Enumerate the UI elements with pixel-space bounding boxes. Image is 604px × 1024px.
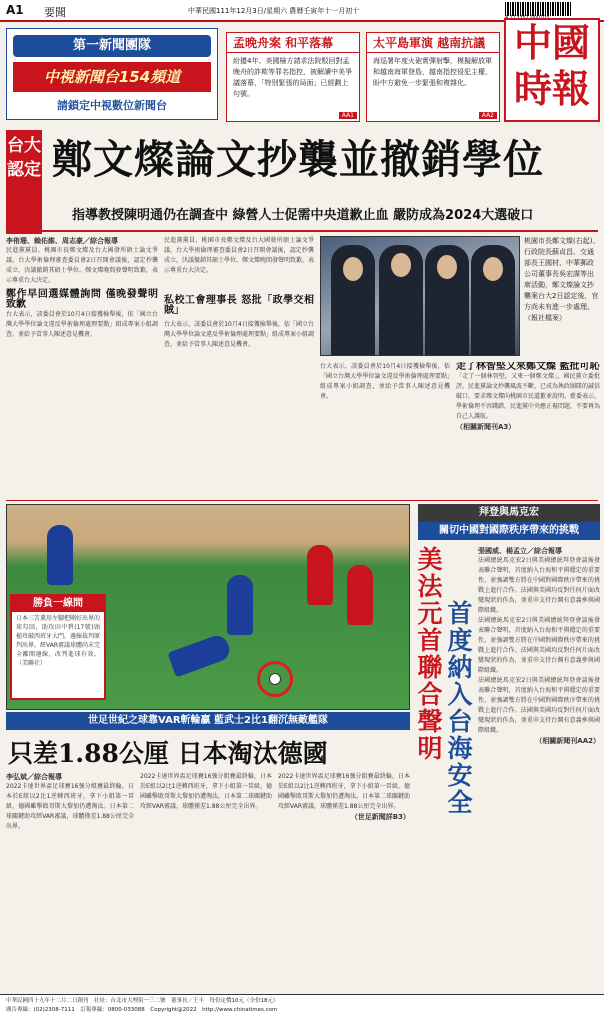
lead-inhead-2: 私校工會理事長 怒批「政學交相賊」 xyxy=(164,295,314,316)
oped-head2: 關切中國對國際秩序帶來的挑戰 xyxy=(418,522,600,540)
lead-paragraph: 民進黨黨員、桃園市長鄭文燦及台大國發所碩士論文爭議，台大學術倫理審查委員會2日召開會議後，認定抄襲成立，決議撤銷其碩士學位。鄭文燦晚間發聲明致歉，表示尊重台大決定。 xyxy=(164,237,314,274)
page-number: A1 xyxy=(6,3,24,17)
publication-date: 中華民國111年12月3日/星期六 農曆壬寅年十一月初十 xyxy=(188,7,360,15)
lead-paragraph: 民進黨黨員、桃園市長鄭文燦及台大國發所碩士論文爭議，台大學術倫理審查委員會2日召開會議後，認定抄襲成立，決議撤銷其碩士學位。鄭文燦晚間發聲明致歉，表示尊重台大決定。 xyxy=(6,247,158,284)
inset-title: 勝負一線間 xyxy=(12,596,104,612)
footer-line: 廣告專線：(02)2308-7111 訂報專線：0800-033088 Copyright@2022 http://www.chinatimes.com xyxy=(6,1007,278,1013)
teaser-box-meng[interactable] xyxy=(226,32,360,122)
teaser-title: 孟晚舟案 和平落幕 xyxy=(227,33,359,53)
page-headline: 鄭文燦論文抄襲並撤銷學位 xyxy=(52,136,544,183)
oped-body xyxy=(478,546,600,990)
lead-story-col3 xyxy=(320,362,450,496)
lead-inhead: 鄭作早回選媒體詢問 僅晚發聲明致歉 xyxy=(6,289,158,310)
lead-story-col1 xyxy=(6,236,158,496)
oped-paragraph: 法國總統馬克宏2日與美國總統拜登會談後發表聯合聲明，首度納入台海和平與穩定的重要性，並強調雙方將在中國對國際秩序帶來的挑戰上進行合作。法國與美國均反對任何片面改變現狀的作為，並重申支持台灣有意義參與國際組織。 xyxy=(478,677,600,734)
teaser-box-taiping[interactable] xyxy=(366,32,500,122)
oped-vertical-headline-a: 美法元首聯合聲明 xyxy=(414,546,443,762)
sports-ref: （世足新聞詳B3） xyxy=(350,813,410,821)
headline-kicker: 台大認定 xyxy=(6,130,42,234)
oped-paragraph: 法國總統馬克宏2日與美國總統拜登會談後發表聯合聲明，首度納入台海和平與穩定的重要性，並強調雙方將在中國對國際秩序帶來的挑戰上進行合作。法國與美國均反對任何片面改變現狀的作為，並重申支持台灣有意義參與國際組織。 xyxy=(478,617,600,674)
photo-caption: 桃園市長鄭文燦(右起)、行政院長蘇貞昌、交通部長王國材、中華郵政公司董事長吳宏謀等出席活動，鄭文燦論文抄襲案台大2日認定後，官方尚未有進一步處理。（報社檔案） xyxy=(524,237,600,322)
lead-story-col2 xyxy=(164,236,314,496)
masthead-logo xyxy=(504,18,600,122)
barcode-icon xyxy=(505,2,571,16)
officials-photo[interactable] xyxy=(320,236,520,356)
sports-col3 xyxy=(278,772,410,990)
lead-paragraph: 台大表示，該委員會於10月4日接獲檢舉後，依「國立台灣大學學位論文違反學術倫理處理要點」組成專案小組調查，並給予當事人陳述意見機會。 xyxy=(320,363,450,400)
side-story xyxy=(456,362,600,496)
oped-vertical-headline-b: 首度納入台海安全 xyxy=(444,600,473,816)
sports-headline: 只差1.88公厘 日本淘汰德國 xyxy=(8,739,328,768)
masthead-line2: 時報 xyxy=(513,66,590,111)
sports-body: 2022卡達世界盃足球賽16強分組賽最終輪，日本於E組以2比1逆轉西班牙，拿下小組第一晉級，德國雖擊敗哥斯大黎加仍遭淘汰。日本第二球關鍵助攻經VAR審議，球體僅差1.88公厘完全出界。 xyxy=(278,773,410,810)
sports-col1 xyxy=(6,772,134,990)
ad-title: 第一新聞團隊 xyxy=(13,35,211,57)
oped-byline: 張國威、楊孟立／綜合報導 xyxy=(478,547,562,555)
teaser-body: 海巡署年度火砲實彈射擊，模擬解放軍和越南海軍登島，越南指控侵犯主權，盼中方避免一步緊張和複雜化。 xyxy=(373,57,492,87)
section-label: 要聞 xyxy=(44,6,66,19)
side-story-body: 「走了一個林智堅，又來一個鄭文燦」，國民黨立委批評，民進黨論文抄襲風波不斷，已成為執政團隊的誠信破口，要求鄭文燦向桃園市民道歉並說明。藍委表示，學術倫理不容踐踏，民進黨中央應正視問題，不要再為自己人護航。 xyxy=(456,373,600,420)
teaser-body: 紛擾4年、美國檢方請求法院駁回對孟晚舟的詐欺等罪名指控，被解讀中美爭議落幕，「特別緊張的局面」已經劃上句號。 xyxy=(233,57,352,98)
oped-paragraph: 法國總統馬克宏2日與美國總統拜登會談後發表聯合聲明，首度納入台海和平與穩定的重要性，並強調雙方將在中國對國際秩序帶來的挑戰上進行合作。法國與美國均反對任何片面改變現狀的作為，並重申支持台灣有意義參與國際組織。 xyxy=(478,557,600,614)
page-subhead: 指導教授陳明通仍在調查中 綠營人士促需中央道歉止血 嚴防成為2024大選破口 xyxy=(72,208,534,223)
sports-caption-banner: 世足世紀之球靠VAR斬輪贏 藍武士2比1翻沉無敵艦隊 xyxy=(6,712,410,730)
lead-paragraph: 台大表示，該委員會於10月4日接獲檢舉後，依「國立台灣大學學位論文違反學術倫理處理要點」組成專案小組調查，並給予當事人陳述意見機會。 xyxy=(6,311,158,338)
teaser-title: 太平島軍演 越南抗議 xyxy=(367,33,499,53)
divider xyxy=(6,500,598,501)
page-footer xyxy=(0,994,604,1024)
divider xyxy=(6,230,598,232)
lead-byline: 李侑珊、賴佑維、周志豪／綜合報導 xyxy=(6,237,118,245)
footer-line: 中華民國四十九年十二月二日創刊 社址：台北市大理街一三二號 董事長／王丰 每份定價10元（全份18元） xyxy=(6,998,279,1004)
sports-col2 xyxy=(140,772,272,990)
page-ref-badge: AA1 xyxy=(339,112,357,119)
page-ref-badge: AA2 xyxy=(479,112,497,119)
ad-channel: 中視新聞台154頻道 xyxy=(13,62,211,92)
sports-body: 2022卡達世界盃足球賽16強分組賽最終輪，日本於E組以2比1逆轉西班牙，拿下小組第一晉級，德國雖擊敗哥斯大黎加仍遭淘汰。日本第二球關鍵助攻經VAR審議，球體僅差1.88公厘完全出界。 xyxy=(6,783,134,830)
lead-paragraph: 台大表示，該委員會於10月4日接獲檢舉後，依「國立台灣大學學位論文違反學術倫理處理要點」組成專案小組調查，並給予當事人陳述意見機會。 xyxy=(164,321,314,348)
oped-ref: （相關新聞刊AA2） xyxy=(535,737,600,745)
masthead-line1: 中國 xyxy=(513,20,590,65)
result-inset xyxy=(10,594,106,700)
oped-head1: 拜登與馬克宏 xyxy=(418,504,600,522)
side-story-ref: （相關新聞刊A3） xyxy=(456,423,516,431)
ad-tagline: 請鎖定中視數位新聞台 xyxy=(57,99,167,112)
inset-body: 日本三笘薰用左腳把剛好出界的球勾回，助攻田中碧(17號)頭槌攻破西班牙大門，邊線裁判原判出界，經VAR審議球體尚未完全離開邊線，改判進球有效。（美聯社） xyxy=(16,615,101,667)
sports-byline: 李弘斌／綜合報導 xyxy=(6,773,62,781)
sports-body: 2022卡達世界盃足球賽16強分組賽最終輪，日本於E組以2比1逆轉西班牙，拿下小組第一晉級，德國雖擊敗哥斯大黎加仍遭淘汰。日本第二球關鍵助攻經VAR審議，球體僅差1.88公厘完全出界。 xyxy=(140,773,272,810)
tv-ad-banner[interactable] xyxy=(6,28,218,120)
side-story-head: 走了林智堅又來鄭文燦 藍批可恥 xyxy=(456,362,600,372)
